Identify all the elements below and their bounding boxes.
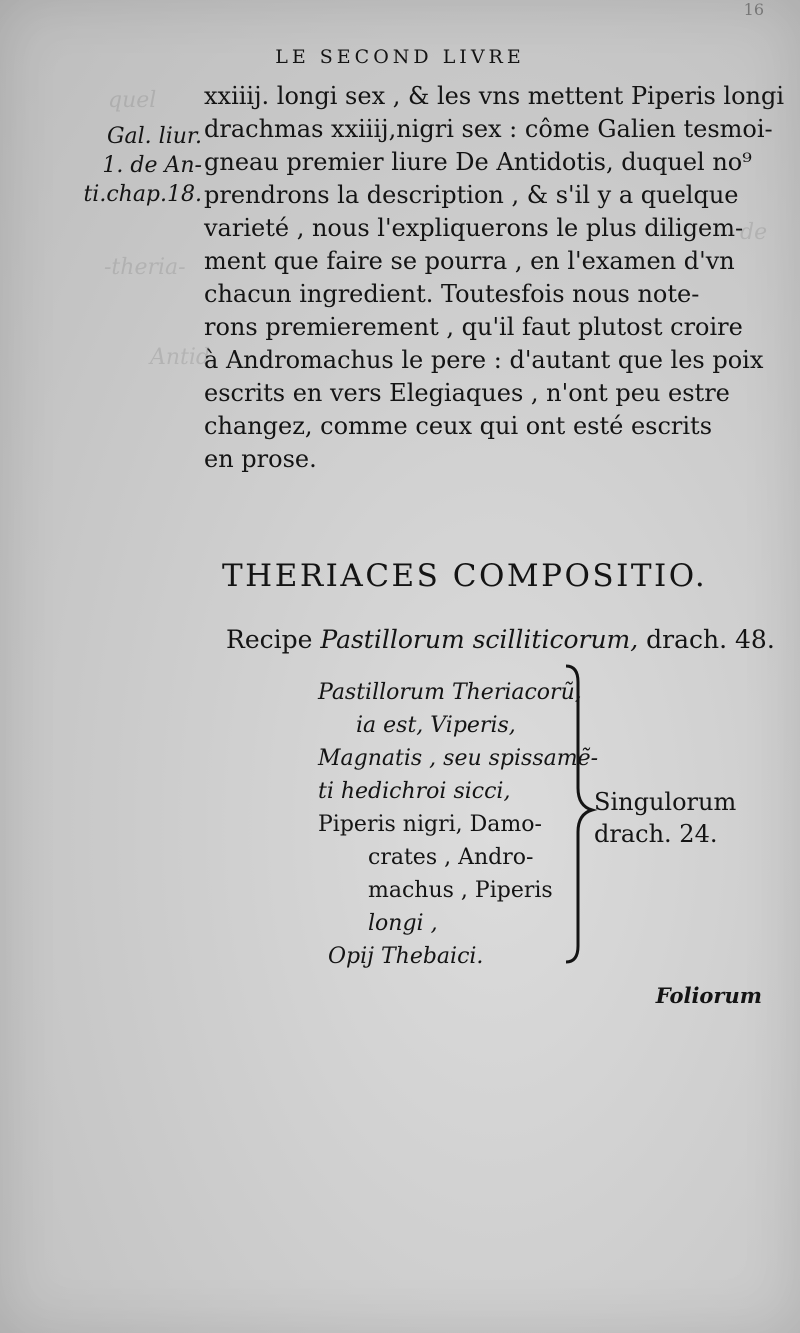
bracket-note-line: drach. 24. <box>594 820 718 848</box>
margin-note-line: ti.chap.18. <box>83 182 202 207</box>
ingredient-line: Opij Thebaici. <box>328 944 484 969</box>
margin-note-line: Gal. liur. <box>106 124 202 149</box>
body-line: prendrons la description , & s'il y a quelque <box>204 181 739 209</box>
recipe-word: Recipe <box>226 625 313 654</box>
body-line: drachmas xxiiij,nigri sex : côme Galien tesmoi- <box>204 115 773 143</box>
ingredient-line: Pastillorum Theriacorũ, <box>318 680 582 705</box>
bracket-note <box>594 786 736 850</box>
bleed-through-text: de <box>740 220 768 245</box>
recipe-ingredient: Pastillorum scilliticorum, <box>320 625 639 654</box>
body-line: rons premierement , qu'il faut plutost croire <box>204 313 743 341</box>
body-line: ment que faire se pourra , en l'examen d'vn <box>204 247 735 275</box>
body-line: à Andromachus le pere : d'autant que les poix <box>204 346 764 374</box>
body-line: escrits en vers Elegiaques , n'ont peu estre <box>204 379 730 407</box>
bracket-note-line: Singulorum <box>594 788 737 816</box>
folio-number: 16 <box>743 0 764 19</box>
body-line: varieté , nous l'expliquerons le plus diligem- <box>204 214 744 242</box>
catchword: Foliorum <box>655 983 762 1008</box>
ingredient-line: Magnatis , seu spissamẽ- <box>318 746 599 771</box>
margin-note-line: 1. de An- <box>102 153 202 178</box>
bleed-through-text: quel <box>108 88 157 113</box>
ingredient-line: machus , Piperis <box>368 878 553 903</box>
body-line: xxiiij. longi sex , & les vns mettent Piperis longi <box>204 82 785 110</box>
recipe-line <box>226 625 775 654</box>
body-line: changez, comme ceux qui ont esté escrits <box>204 412 713 440</box>
ingredient-line: Piperis nigri, Damo- <box>318 812 542 837</box>
bleed-through-text: Antid. <box>150 345 218 370</box>
bleed-through-text: -theria- <box>104 255 186 280</box>
body-line: en prose. <box>204 445 317 473</box>
ingredient-list <box>318 676 599 973</box>
ingredient-line: ia est, Viperis, <box>356 713 516 738</box>
ingredient-line: ti hedichroi sicci, <box>318 779 511 804</box>
body-paragraph <box>204 80 785 476</box>
curly-brace-icon <box>562 660 598 970</box>
margin-note <box>80 122 202 209</box>
body-line: chacun ingredient. Toutesfois nous note- <box>204 280 700 308</box>
running-head: LE SECOND LIVRE <box>275 46 525 68</box>
ingredient-line: longi , <box>368 911 438 936</box>
ingredient-line: crates , Andro- <box>368 845 534 870</box>
section-heading: THERIACES COMPOSITIO. <box>222 558 708 594</box>
body-line: gneau premier liure De Antidotis, duquel no⁹ <box>204 148 752 176</box>
recipe-amount: drach. 48. <box>646 625 775 654</box>
